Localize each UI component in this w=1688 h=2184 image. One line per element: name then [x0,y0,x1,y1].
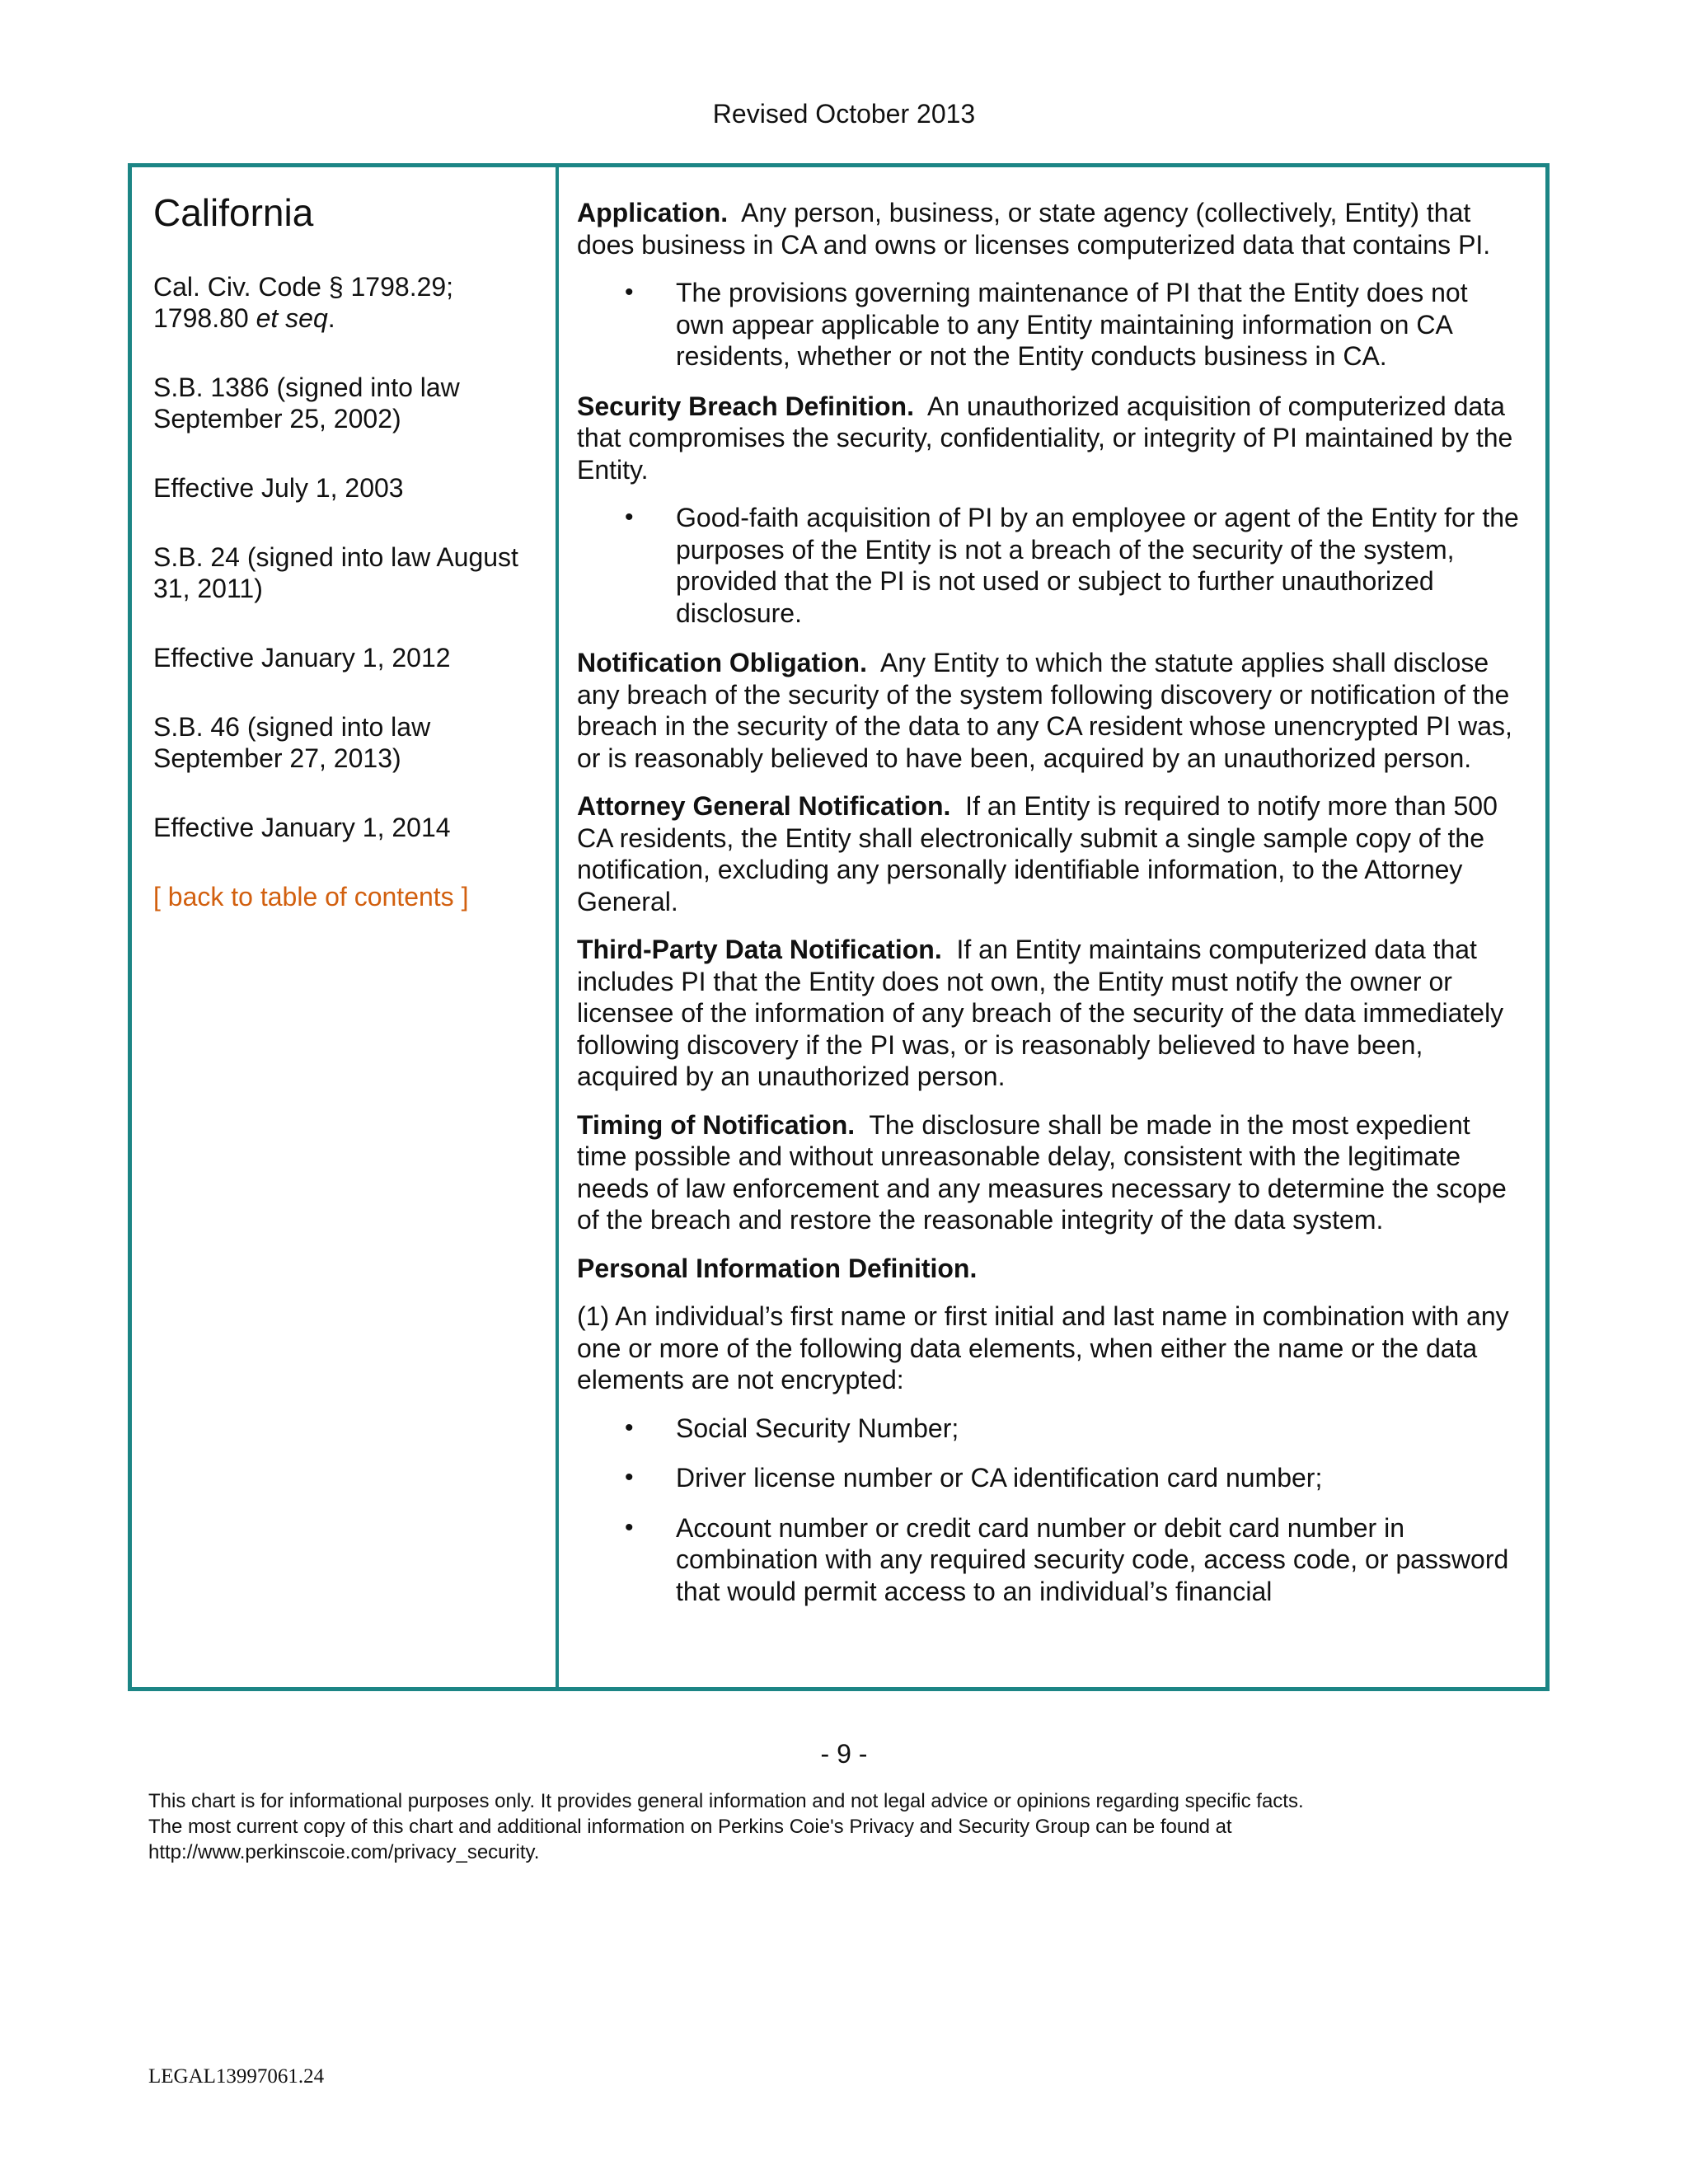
application-section [577,197,1521,260]
pi-definition-text: (1) An individual’s first name or first initial and last name in combination with any one or more of the following data elements, when either the name or the data elements are not encrypted: [577,1301,1509,1394]
pi-elements-list [577,1413,1521,1608]
section-heading: Personal Information Definition. [577,1253,978,1283]
list-item: • Account number or credit card number or debit card number in combination with any required security code, access code, or password that would permit access to an individual’s financial [676,1512,1521,1608]
section-text: Any Entity to which the statute applies shall disclose any breach of the security of the system following discovery or notification of the breach in the security of the data to any CA resident whose unencrypted PI was, or is reasonably believed to have been, acquired by an unauthorized person. [577,648,1512,773]
revised-date: Revised October 2013 [712,99,976,129]
section-heading: Security Breach Definition. [577,391,914,421]
section-text: If an Entity maintains computerized data that includes PI that the Entity does not own, the Entity must notify the owner or licensee of the information of any breach of the security of the data immediately following discovery if the PI was, or is reasonably believed to have been, acquired by an unauthorized person. [577,935,1504,1091]
section-text: An unauthorized acquisition of computerized data that compromises the security, confidentiality, or integrity of PI maintained by the Entity. [577,391,1513,485]
state-info-column [132,167,559,1687]
section-heading: Timing of Notification. [577,1109,856,1140]
list-item: • Good-faith acquisition of PI by an employee or agent of the Entity for the purposes of the Entity is not a breach of the security of the system, provided that the PI is not used or subject to further unauthorized disclosure. [676,502,1521,629]
pi-definition-heading [577,1253,1521,1285]
law-entry: S.B. 1386 (signed into law September 25, 2002) [153,373,460,434]
section-heading: Third-Party Data Notification. [577,935,942,964]
law-entry: S.B. 24 (signed into law August 31, 2011) [153,542,518,603]
document-id: LEGAL13997061.24 [148,2065,325,2088]
timing-section [577,1109,1521,1236]
section-text: Any person, business, or state agency (collectively, Entity) that does business in CA and owns or licenses computerized data that contains PI. [577,198,1491,260]
section-heading: Notification Obligation. [577,648,867,677]
footer-disclaimer [148,1788,1550,1865]
disclaimer-line: This chart is for informational purposes only. It provides general information and not legal advice or opinions regarding specific facts. [148,1790,1304,1812]
effective-date: Effective January 1, 2012 [153,643,451,673]
section-text: The disclosure shall be made in the most expedient time possible and without unreasonable delay, consistent with the legitimate needs of law enforcement and any measures necessary to determine the scope of the breach and restore the reasonable integrity of the data system. [577,1109,1507,1235]
disclaimer-url: http://www.perkinscoie.com/privacy_security. [148,1841,540,1863]
breach-definition-bullets [577,502,1521,629]
section-text: If an Entity is required to notify more than 500 CA residents, the Entity shall electronically submit a single sample copy of the notification, excluding any personally identifiable information, to the Attorney General. [577,791,1498,916]
ag-notification-section [577,790,1521,917]
statute-citation [153,271,539,334]
section-heading: Attorney General Notification. [577,791,951,821]
list-item: • The provisions governing maintenance of PI that the Entity does not own appear applicable to any Entity maintaining information on CA residents, whether or not the Entity conducts business in CA. [676,277,1521,373]
effective-date: Effective January 1, 2014 [153,813,451,842]
effective-date: Effective July 1, 2003 [153,473,404,503]
citation-text: Cal. Civ. Code § 1798.29; 1798.80 [153,272,454,333]
section-heading: Application. [577,198,729,227]
disclaimer-line: The most current copy of this chart and additional information on Perkins Coie's Privacy and Security Group can be found at [148,1816,1232,1838]
citation-end: . [327,303,335,333]
back-to-toc-link[interactable]: [ back to table of contents ] [153,882,469,912]
law-entry: S.B. 46 (signed into law September 27, 2013) [153,712,431,773]
state-law-table [128,163,1550,1691]
state-title: California [153,191,314,234]
citation-italic: et seq [256,303,328,333]
application-bullets [577,277,1521,373]
notification-obligation-section [577,647,1521,774]
page-number: - 9 - [820,1739,868,1769]
list-item: • Social Security Number; [676,1413,1521,1445]
third-party-section [577,934,1521,1093]
breach-definition-section [577,391,1521,486]
list-item: • Driver license number or CA identification card number; [676,1462,1521,1494]
back-link-wrapper [153,881,539,912]
provisions-column [559,167,1545,1687]
